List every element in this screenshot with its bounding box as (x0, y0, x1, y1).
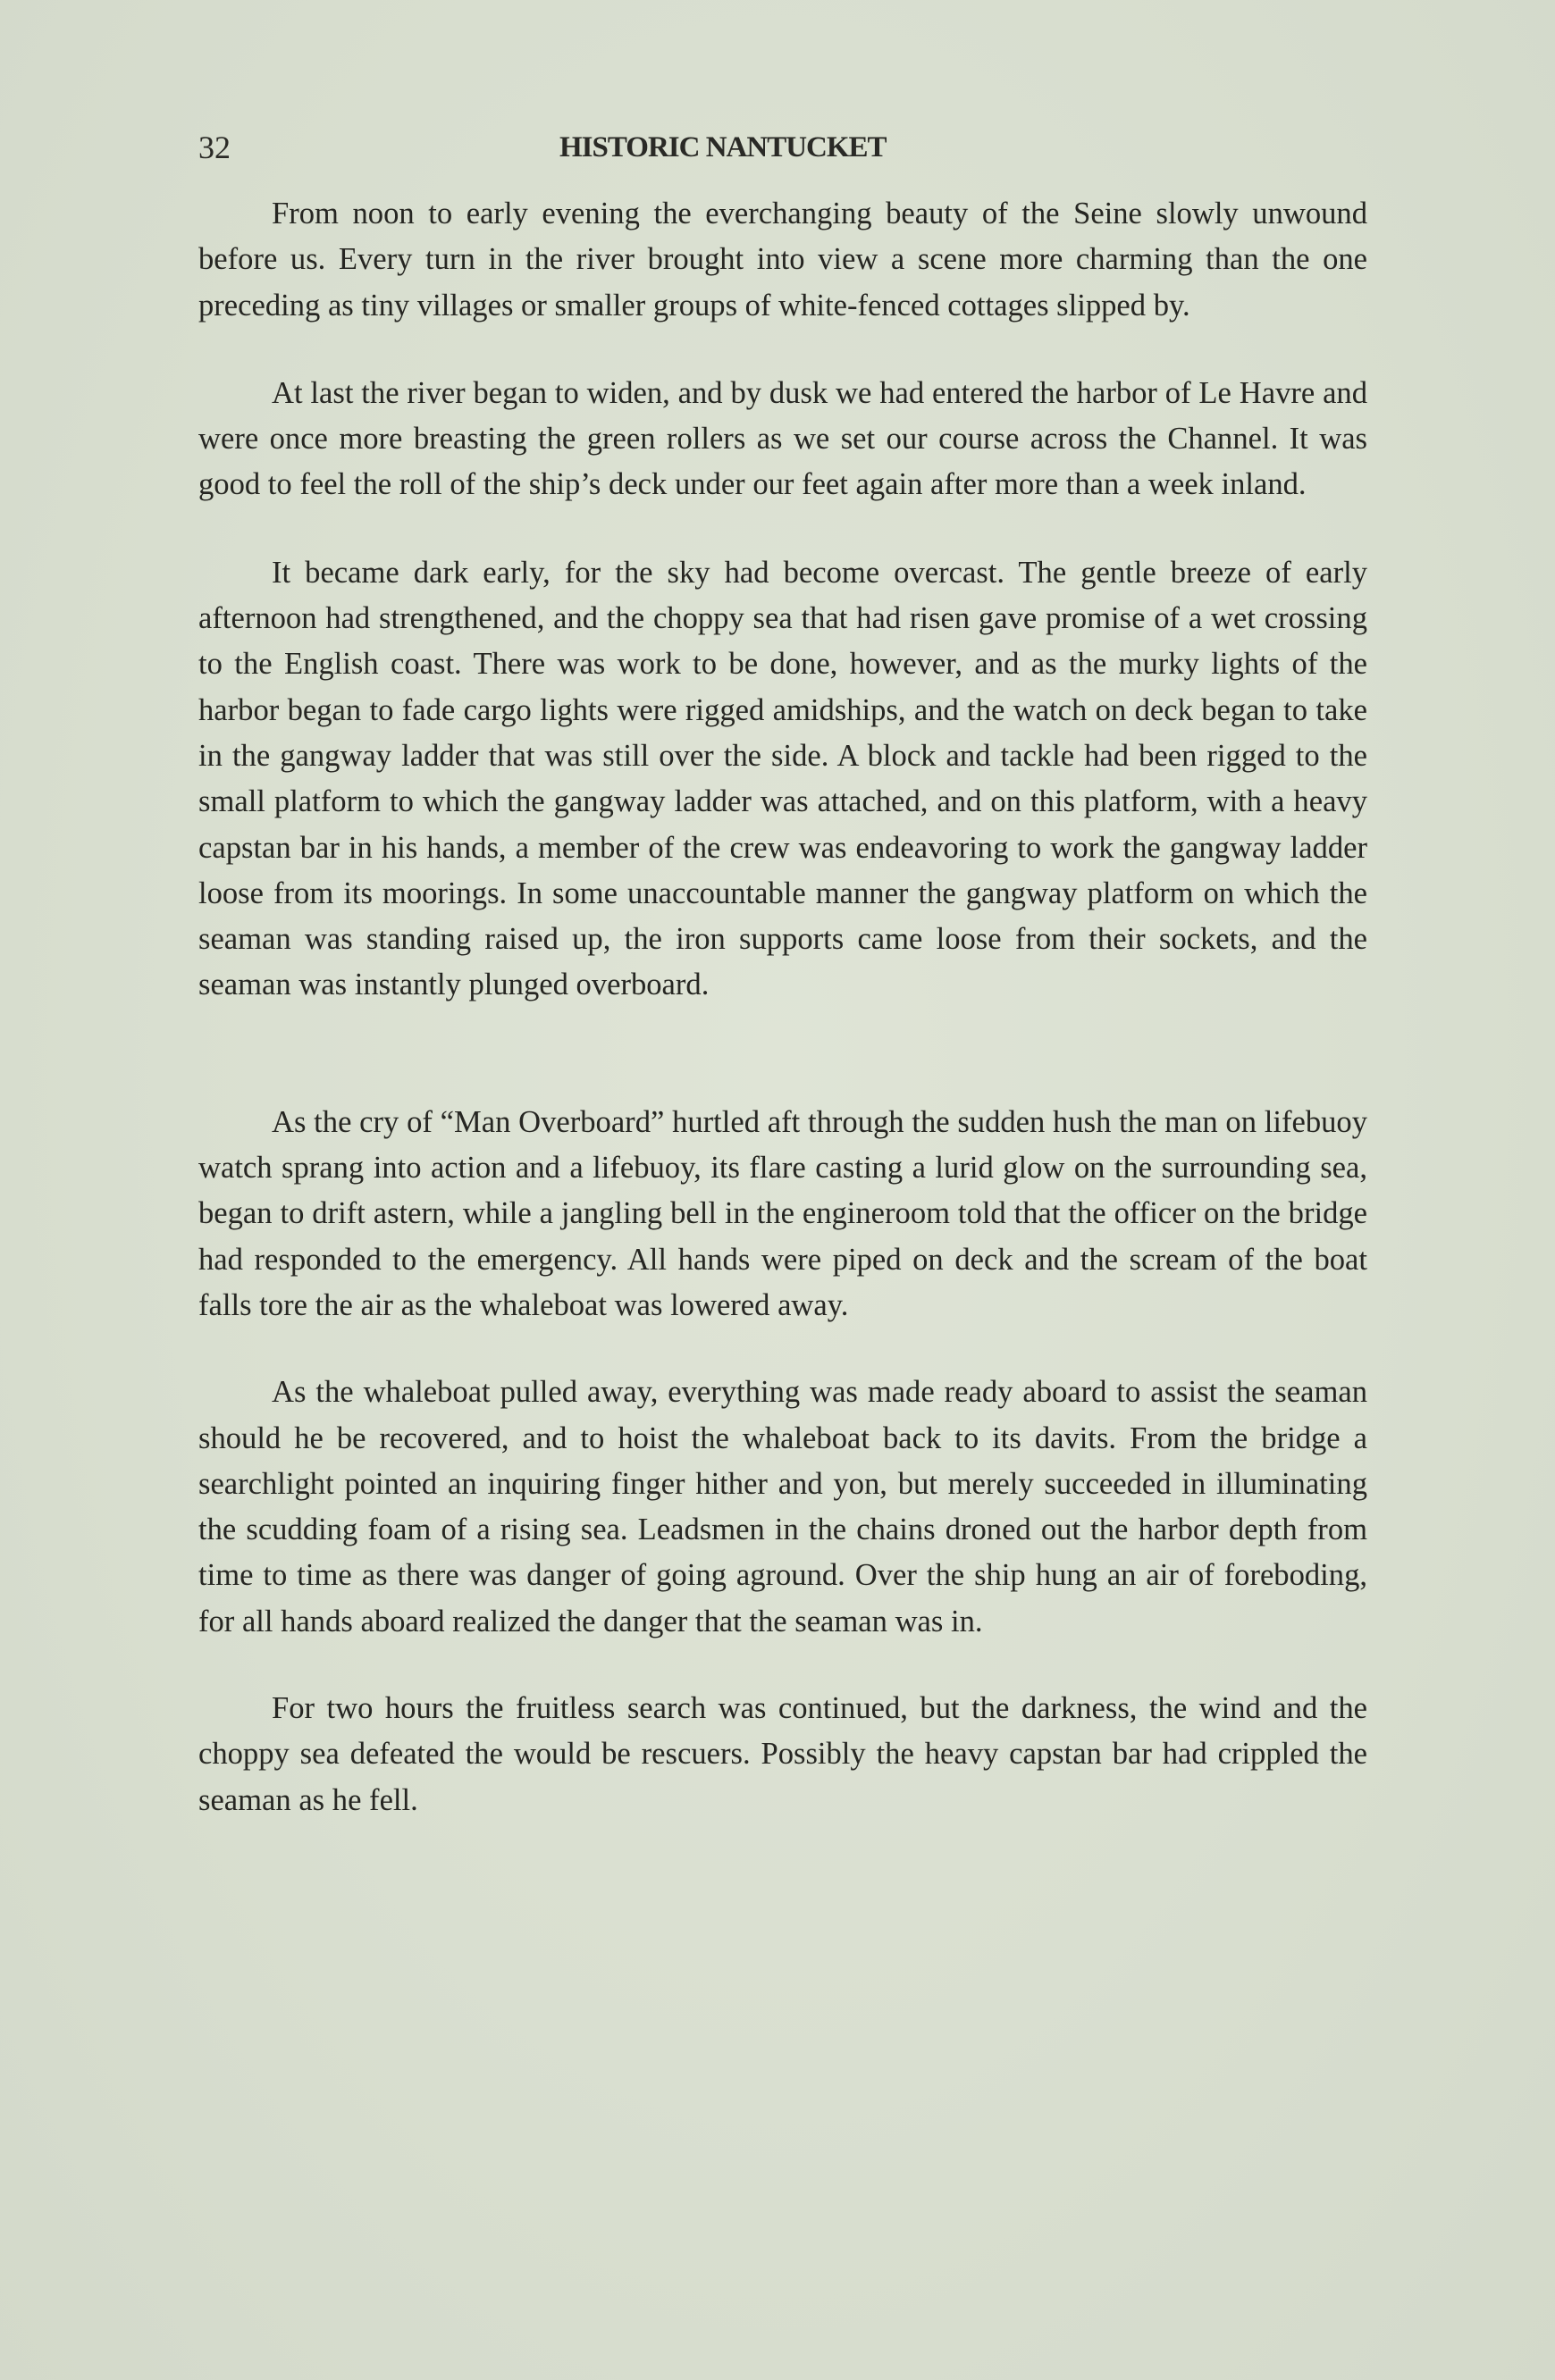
paragraph-man-overboard-cry: As the cry of “Man Overboard” hurtled aft through the sudden hush the man on lifebuoy watch sprang into action and a lifebuoy, its flare casting a lurid glow on the surrounding sea, began to drift astern, while a jangling bell in the engineroom told that the officer on the bridge had responded to the emergency. All hands were piped on deck and the scream of the boat falls tore the air as the whaleboat was lowered away. (198, 1104, 1367, 1322)
paragraph-fruitless-search: For two hours the fruitless search was continued, but the darkness, the wind and the choppy sea defeated the would be rescuers. Possibly the heavy capstan bar had crippled the seaman as he fell. (198, 1691, 1367, 1817)
paragraph-overboard-accident: It became dark early, for the sky had become overcast. The gentle breeze of early afternoon had strengthened, and the choppy sea that had risen gave promise of a wet crossing to the English coast. There was work to be done, however, and as the murky lights of the harbor began to fade cargo lights were rigged amidships, and the watch on deck began to take in the gangway ladder that was still over the side. A block and tackle had been rigged to the small platform to which the gangway ladder was attached, and on this platform, with a heavy capstan bar in his hands, a member of the crew was endeavoring to work the gangway ladder loose from its moorings. In some unaccountable manner the gangway platform on which the seaman was standing raised up, the iron supports came loose from their sockets, and the seaman was instantly plunged overboard. (198, 555, 1367, 1002)
paragraph-whaleboat: As the whaleboat pulled away, everything was made ready aboard to assist the seaman should he be recovered, and to hoist the whaleboat back to its davits. From the bridge a searchlight pointed an inquiring finger hither and yon, but merely succeeded in illuminating the scudding foam of a rising sea. Leadsmen in the chains droned out the harbor depth from time to time as there was danger of going aground. Over the ship hung an air of foreboding, for all hands aboard realized the danger that the seaman was in. (198, 1375, 1367, 1638)
running-title: HISTORIC NANTUCKET (559, 131, 887, 163)
body-text (198, 191, 1367, 1823)
running-head (198, 125, 1367, 170)
paragraph-le-havre: At last the river began to widen, and by dusk we had entered the harbor of Le Havre and were once more breasting the green rollers as we set our course across the Channel. It was good to feel the roll of the ship’s deck under our feet again after more than a week inland. (198, 375, 1367, 502)
page-number: 32 (198, 130, 231, 165)
paragraph-seine: From noon to early evening the everchanging beauty of the Seine slowly unwound before us. Every turn in the river brought into view a scene more charming than the one preceding as tiny villages or smaller groups of white-fenced cottages slipped by. (198, 197, 1367, 323)
